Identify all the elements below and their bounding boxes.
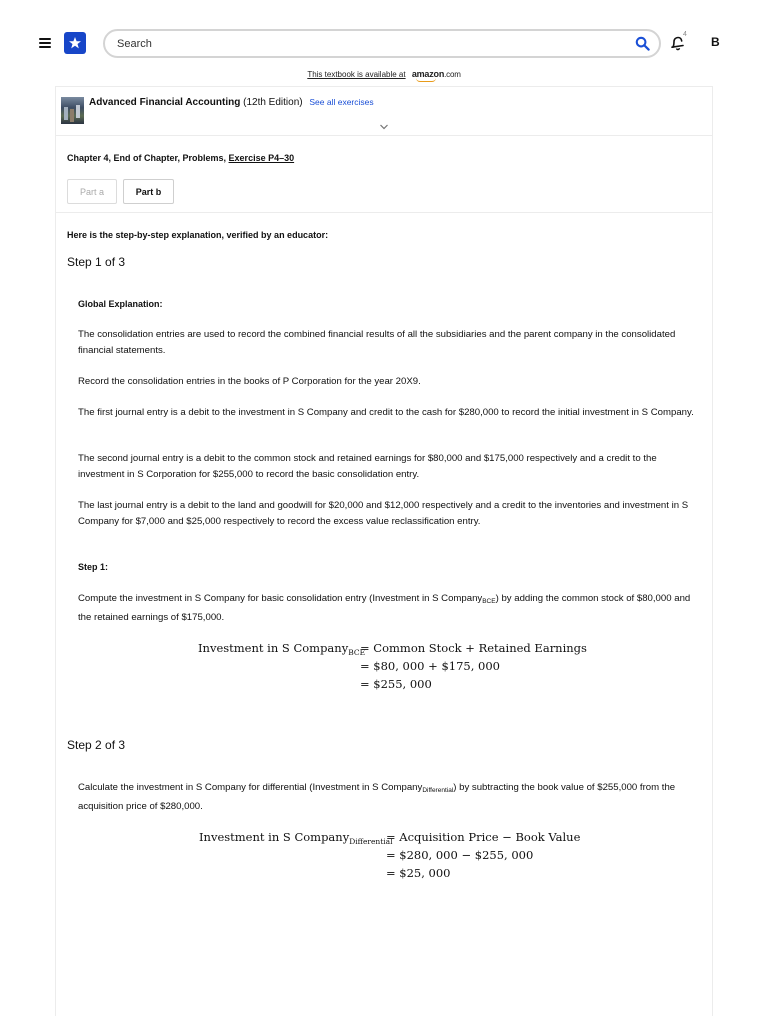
step-1-subheading: Step 1: [78, 562, 109, 572]
tab-part-a[interactable]: Part a [67, 179, 117, 204]
amazon-availability [0, 69, 768, 79]
equation-1-line-1: = Common Stock + Retained Earnings [360, 641, 587, 655]
amazon-logo-text: amazon [411, 69, 445, 79]
book-info-row [56, 87, 712, 136]
breadcrumb-exercise-link[interactable]: Exercise P4–30 [228, 153, 295, 163]
amazon-logo-suffix: .com [444, 70, 461, 79]
paragraph-compute-bce [78, 591, 696, 625]
equation-1-lhs-text: Investment in S Company [198, 641, 349, 655]
equation-2-line-1: = Acquisition Price − Book Value [386, 830, 581, 844]
solution-card [55, 86, 713, 1016]
hamburger-menu-icon[interactable] [39, 38, 51, 48]
section-divider [56, 212, 712, 213]
paragraph-record-entries: Record the consolidation entries in the books of P Corporation for the year 20X9. [78, 376, 421, 387]
book-cover-image [61, 97, 84, 124]
user-avatar[interactable]: B [711, 35, 720, 49]
chevron-down-icon[interactable] [379, 123, 389, 131]
book-title-text: Advanced Financial Accounting [89, 97, 241, 108]
brand-logo-icon[interactable] [64, 32, 86, 54]
compute-bce-text-b: ) by adding the common stock of $80,000 and the retained earnings of $175,000. [78, 593, 691, 623]
equation-1-lhs [198, 641, 365, 657]
breadcrumb [67, 153, 294, 163]
equation-1-line-3: = $255, 000 [360, 677, 432, 691]
paragraph-first-entry: The first journal entry is a debit to the investment in S Company and credit to the cash for $280,000 to record the initial investment in S Company. [78, 407, 694, 418]
equation-1-line-2: = $80, 000 + $175, 000 [360, 659, 500, 673]
equation-2-lhs [199, 830, 393, 846]
equation-2-lhs-subscript: Differential [349, 837, 393, 846]
verified-label: Here is the step-by-step explanation, verified by an educator: [67, 230, 329, 240]
see-all-exercises-link[interactable]: See all exercises [309, 97, 374, 107]
paragraph-last-entry: The last journal entry is a debit to the land and goodwill for $20,000 and $12,000 respectively and a credit to the inventories and investment in S Company for $7,000 and $25,000 respectively to record the excess value reclassification entry. [78, 500, 689, 527]
paragraph-second-entry: The second journal entry is a debit to the common stock and retained earnings for $80,000 and $175,000 respectively and a credit to the investment in S Corporation for $255,000 to record the basic consolidation entry. [78, 453, 657, 480]
step-2-heading: Step 2 of 3 [67, 738, 126, 752]
compute-bce-text-a: Compute the investment in S Company for basic consolidation entry (Investment in S Company [78, 593, 483, 604]
equation-1-lhs-subscript: BCE [348, 648, 366, 657]
step-1-heading: Step 1 of 3 [67, 255, 126, 269]
compute-differential-text-b: ) by subtracting the book value of $255,000 from the acquisition price of $280,000. [78, 782, 676, 812]
paragraph-compute-differential [78, 780, 696, 814]
equation-2-lhs-text: Investment in S Company [199, 830, 350, 844]
global-explanation-heading: Global Explanation: [78, 299, 163, 309]
breadcrumb-prefix: Chapter 4, End of Chapter, Problems, [67, 153, 227, 163]
compute-differential-subscript: Differential [422, 787, 454, 794]
tab-part-b[interactable]: Part b [123, 179, 174, 204]
equation-2-line-2: = $280, 000 − $255, 000 [386, 848, 534, 862]
amazon-smile-icon [416, 78, 436, 82]
compute-bce-subscript: BCE [482, 598, 496, 605]
search-icon[interactable] [635, 36, 650, 51]
search-input[interactable] [117, 36, 617, 52]
notification-count: 4 [683, 31, 687, 38]
book-title [89, 97, 374, 108]
compute-differential-text-a: Calculate the investment in S Company for differential (Investment in S Company [78, 782, 423, 793]
book-edition: (12th Edition) [243, 97, 303, 108]
star-icon [68, 36, 82, 50]
amazon-logo[interactable] [412, 69, 461, 79]
search-bar[interactable] [103, 29, 661, 58]
paragraph-consolidation: The consolidation entries are used to record the combined financial results of all the subsidiaries and the parent company in the consolidated financial statements. [78, 329, 676, 356]
top-header [0, 26, 768, 62]
equation-2-line-3: = $25, 000 [386, 866, 451, 880]
amazon-availability-link[interactable]: This textbook is available at [307, 70, 406, 79]
